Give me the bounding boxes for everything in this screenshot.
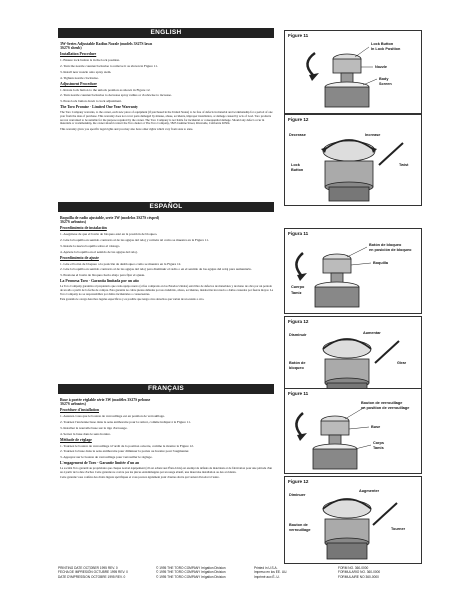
callout: Lock xyxy=(291,163,300,167)
section-text xyxy=(60,398,274,482)
callout: Twist xyxy=(399,163,409,167)
callout: bloqueo xyxy=(289,366,304,370)
callout: Bouton de verrouillage xyxy=(361,401,403,405)
form-number: FORMULAIRE NO 360-0000 xyxy=(338,574,379,579)
print-date: FECHA DE IMPRESIÓN OCTUBRE 1995 REV. 0 xyxy=(58,570,128,575)
section-banner: ENGLISH xyxy=(58,28,274,38)
warranty-footer: Cette garantie vous confère des droits légaux spécifiques et vous pouvez également jouir d'autres droits qui varient d'un état à l'autre. xyxy=(60,475,220,480)
installation-heading: Installation Procedure xyxy=(60,52,97,57)
install-step: 4. Serrez la buse dans le sens horaire. xyxy=(60,431,111,436)
callout: Tourner xyxy=(391,527,406,531)
warranty-text: La Toro Company garantiza al propietario que cada equipo nuevo (si fue comprado en los Estados Unidos) está libre de defectos de materiales y de mano de obra por un período de un año a partir de la fecha de compra. Esta garantía no cubre piezas dañadas por uso indebido, abuso, accidentes, instalación incorrecta o daños causados por fuerza mayor. La Toro Company no se responsabiliza por daños incidentales o consecuentes. xyxy=(60,284,274,296)
adjust-step: 2. Gire la boquilla en sentido contrario al de las agujas del reloj para disminuir el radio o en el sentido de las agujas del reloj para aumentarlo. xyxy=(60,267,252,272)
callout: Tamis xyxy=(373,446,384,450)
copyright: © 1995 THE TORO COMPANY Irrigation Division xyxy=(156,566,226,570)
adjustment-heading: Procedimiento de ajuste xyxy=(60,255,99,260)
adjust-step: 3. Appuyez sur le bouton de verrouillage pour verrouiller le réglage. xyxy=(60,455,153,460)
copyright: © 1995 THE TORO COMPANY Irrigation Division xyxy=(156,570,226,575)
adjust-step: 1. Gire el botón de bloqueo a la posición de desbloqueo como se muestra en la Figura 12. xyxy=(60,261,182,266)
callout: Corps xyxy=(373,441,384,445)
nozzle-adjust-illustration xyxy=(285,115,421,205)
install-step: 2. Gire la boquilla en sentido contrario al de las agujas del reloj y retírela tal como se muestra en la Figura 11. xyxy=(60,237,209,242)
nozzle-removal-illustration xyxy=(285,229,421,313)
callout: verrouillage xyxy=(289,528,311,532)
install-step: 3. Install new nozzle onto spray stem. xyxy=(60,69,112,74)
figure-label: Figure 12 xyxy=(288,479,309,484)
callout: en position de verrouillage xyxy=(361,406,410,410)
section-text xyxy=(60,42,274,133)
callout: Decrease xyxy=(289,133,306,137)
print-date: PRINTING DATE OCTOBER 1995 REV. 0 xyxy=(58,566,118,570)
callout: In Lock Position xyxy=(371,47,401,51)
model-line: 3W-Series Adjustable Radius Nozzle (models 3S27S lawn 3S27S shrub) xyxy=(60,42,153,51)
print-date: DATE D'IMPRESSION OCTOBRE 1995 REV. 0 xyxy=(58,574,126,579)
figure-12 xyxy=(284,476,422,564)
callout: Buse xyxy=(371,425,381,429)
figure-label: Figura 12 xyxy=(288,319,309,324)
callout: Cuerpo xyxy=(291,285,305,289)
form-number: FORM NO. 360-0000 xyxy=(338,566,369,570)
callout: Button xyxy=(291,168,304,172)
section-text xyxy=(60,216,274,303)
form-number: FORMULARIO NO. 360-0000 xyxy=(338,570,381,575)
callout: Nozzle xyxy=(375,65,388,69)
printed-in: Imprimé aux É.-U. xyxy=(254,574,280,579)
adjust-step: 3. Presione el botón de bloqueo hacia abajo para fijar el ajuste. xyxy=(60,273,146,278)
callout: Botón de bloqueo xyxy=(369,243,402,247)
adjust-step: 2. Tournez la buse dans le sens antihoraire pour diminuer la portée ou horaire pour l'augmenter. xyxy=(60,449,190,454)
figure-11 xyxy=(284,228,422,314)
figure-label: Figure 12 xyxy=(288,117,309,122)
model-line: Boquilla de radio ajustable, serie 3W (modelos 3S27S césped) 3S27S arbustos) xyxy=(60,216,160,225)
warranty-footer: This warranty gives you specific legal rights and you may also have other rights which vary from state to state. xyxy=(60,126,194,131)
install-step: 2. Tournez l'ancienne buse dans le sens antihoraire pour la retirer, comme indiqué à la Figure 11. xyxy=(60,419,191,424)
callout: Lock Button xyxy=(371,42,394,46)
callout: Diminuer xyxy=(289,493,306,497)
install-step: 1. Ensure lock button is in the lock position. xyxy=(60,58,120,63)
warranty-heading: The Toro Promise - Limited One Year Warranty xyxy=(60,105,138,110)
section-banner: FRANÇAIS xyxy=(58,384,274,394)
callout: Augmenter xyxy=(359,489,380,493)
model-line: Buse à portée réglable série 3W (modèles 3S27S pelouse 3S27S arbustes) xyxy=(60,398,151,407)
callout: Boquilla xyxy=(373,261,388,265)
adjustment-heading: Adjustment Procedure xyxy=(60,81,97,86)
figure-label: Figura 11 xyxy=(288,231,309,236)
warranty-heading: L'engagement de Toro - Garantie limitée d'un an xyxy=(60,461,140,466)
callout: Screen xyxy=(379,82,392,86)
callout: en posición de bloqueo xyxy=(369,248,412,252)
install-step: 4. Tighten nozzle clockwise. xyxy=(60,75,99,80)
instruction-sheet xyxy=(58,28,420,579)
install-step: 3. Instale la nueva boquilla sobre el vástago. xyxy=(60,243,121,248)
install-step: 2. Turn the nozzle counterclockwise to remove it as shown in Figure 11. xyxy=(60,63,158,68)
callout: Aumentar xyxy=(363,331,381,335)
warranty-footer: Esta garantía le otorga derechos legales específicos y es posible que tenga otros derechos que varían de un estado a otro. xyxy=(60,297,205,302)
callout: Botón de xyxy=(289,361,306,365)
warranty-text: The Toro Company warrants, to the owner, each new piece of equipment (if purchased in the United States) to be free of defects in material and workmanship for a period of one year from the date of purchase. This warranty does not cover parts damaged by misuse, abuse, accidents, improper installation, or damage caused by acts of God. Toro products are not warranted to be suitable for the purpose required by the owner. The Toro Company is not liable for incidental or consequential damage. Should any defect occur in materials or workmanship, the owner should contact the Toro dealer or The Toro Company, 5825 Jasmine Street, Riverside, California 92504. xyxy=(60,110,273,126)
figure-label: Figure 11 xyxy=(288,391,309,396)
section-banner: ESPAÑOL xyxy=(58,202,274,212)
callout: Increase xyxy=(365,133,381,137)
callout: Girar xyxy=(397,361,407,365)
callout: Body xyxy=(379,77,389,81)
figure-11 xyxy=(284,30,422,114)
install-step: 1. Asegúrese de que el botón de bloqueo esté en la posición de bloqueo. xyxy=(60,232,158,237)
figure-12 xyxy=(284,114,422,206)
adjust-step: 2. Turn nozzle counterclockwise to decrease spray radius or clockwise to increase. xyxy=(60,93,172,98)
install-step: 3. Installez la nouvelle buse sur la tige d'arrosage. xyxy=(60,425,128,430)
callout: Bouton de xyxy=(289,523,308,527)
install-step: 1. Assurez-vous que le bouton de verrouillage est en position de verrouillage. xyxy=(60,414,165,419)
warranty-heading: La Promesa Toro - Garantía limitada por un año xyxy=(60,279,139,284)
adjust-step: 3. Press lock button down to lock adjustment. xyxy=(60,99,122,104)
installation-heading: Procédure d'installation xyxy=(60,408,99,413)
nozzle-adjust-illustration xyxy=(285,477,421,563)
adjustment-heading: Méthode de réglage xyxy=(60,437,92,442)
install-step: 4. Apriete la boquilla en el sentido de las agujas del reloj. xyxy=(60,249,138,254)
printed-in: Impreso en los EE. UU. xyxy=(254,570,288,575)
nozzle-removal-illustration xyxy=(285,31,421,113)
printed-in: Printed in U.S.A. xyxy=(254,566,278,570)
figure-11 xyxy=(284,388,422,474)
adjust-step: 1. Tournez le bouton de verrouillage à l'arrêt de la position ouverte, comme le montre la Figure 12. xyxy=(60,443,194,448)
figure-label: Figure 11 xyxy=(288,33,309,38)
callout: Tamiz xyxy=(291,291,302,295)
warranty-text: La société Toro garantit au propriétaire que chaque nouvel équipement (s'il est acheté aux États-Unis) est exempt de défauts de matériaux et de fabrication pour une période d'un an à partir de la date d'achat. Cette garantie ne couvre pas les pièces endommagées par un usage abusif, une mauvaise installation ou des accidents. xyxy=(60,466,272,474)
installation-heading: Procedimiento de instalación xyxy=(60,226,107,231)
adjust-step: 1. Rotate lock button to the unlock position as shown in Figure 12. xyxy=(60,87,151,92)
copyright: © 1995 THE TORO COMPANY Irrigation Division xyxy=(156,574,226,579)
callout: Disminuir xyxy=(289,333,307,337)
